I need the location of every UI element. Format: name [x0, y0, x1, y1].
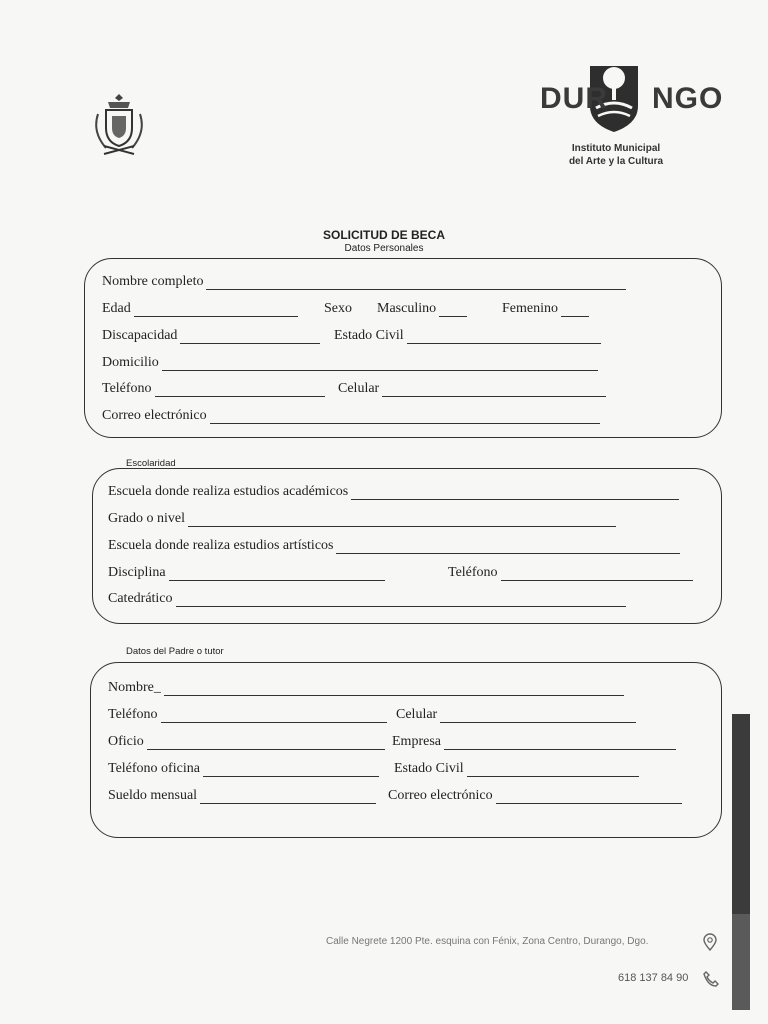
padre-telefono-line[interactable] — [161, 708, 387, 723]
estado-civil-line[interactable] — [407, 329, 601, 344]
field-padre-estado-civil[interactable]: Estado Civil — [394, 761, 639, 777]
femenino-line[interactable] — [561, 302, 589, 317]
field-disciplina[interactable]: Disciplina — [108, 565, 385, 581]
padre-sueldo-line[interactable] — [200, 789, 376, 804]
phone-icon — [702, 970, 720, 988]
field-correo[interactable]: Correo electrónico — [102, 408, 600, 424]
grado-line[interactable] — [188, 512, 616, 527]
masculino-line[interactable] — [439, 302, 467, 317]
padre-estado-civil-line[interactable] — [467, 762, 639, 777]
municipal-crest-icon — [90, 90, 148, 156]
catedratico-line[interactable] — [176, 592, 626, 607]
form-title: SOLICITUD DE BECA — [322, 228, 445, 242]
field-escuela-artistica[interactable]: Escuela donde realiza estudios artísticos — [108, 538, 680, 554]
nombre-completo-line[interactable] — [206, 275, 626, 290]
field-padre-celular[interactable]: Celular — [396, 707, 636, 723]
padre-celular-line[interactable] — [440, 708, 636, 723]
location-pin-icon — [702, 933, 718, 951]
padre-nombre-line[interactable] — [164, 681, 624, 696]
field-edad[interactable]: Edad — [102, 301, 298, 317]
field-discapacidad[interactable]: Discapacidad — [102, 328, 320, 344]
field-domicilio[interactable]: Domicilio — [102, 355, 598, 371]
field-estado-civil[interactable]: Estado Civil — [334, 328, 601, 344]
escuela-artistica-line[interactable] — [336, 539, 680, 554]
footer-address: Calle Negrete 1200 Pte. esquina con Fénix, Zona Centro, Durango, Dgo. — [326, 936, 649, 947]
discapacidad-line[interactable] — [180, 329, 320, 344]
padre-label: Datos del Padre o tutor — [126, 646, 224, 657]
field-padre-sueldo[interactable]: Sueldo mensual — [108, 788, 376, 804]
field-masculino[interactable]: Masculino — [377, 301, 467, 317]
escuela-academica-line[interactable] — [351, 485, 679, 500]
field-celular[interactable]: Celular — [338, 381, 606, 397]
field-escuela-telefono[interactable]: Teléfono — [448, 565, 693, 581]
field-grado[interactable]: Grado o nivel — [108, 511, 616, 527]
field-nombre-completo[interactable]: Nombre completo — [102, 274, 626, 290]
institute-name: Instituto Municipal del Arte y la Cultura — [568, 143, 664, 167]
field-padre-nombre[interactable]: Nombre_ — [108, 680, 624, 696]
field-padre-empresa[interactable]: Empresa — [392, 734, 676, 750]
disciplina-line[interactable] — [169, 566, 385, 581]
form-subtitle: Datos Personales — [344, 243, 424, 254]
escolaridad-label: Escolaridad — [126, 458, 176, 469]
edad-line[interactable] — [134, 302, 298, 317]
field-sexo: Sexo — [324, 301, 352, 316]
padre-correo-line[interactable] — [496, 789, 682, 804]
field-escuela-academica[interactable]: Escuela donde realiza estudios académicos — [108, 484, 679, 500]
scan-edge-shadow-lower — [732, 914, 750, 1010]
field-telefono[interactable]: Teléfono — [102, 381, 325, 397]
celular-line[interactable] — [382, 382, 606, 397]
durango-logo-text: DUR NGO — [540, 82, 724, 115]
telefono-line[interactable] — [155, 382, 325, 397]
correo-line[interactable] — [210, 409, 600, 424]
padre-oficio-line[interactable] — [147, 735, 385, 750]
field-padre-telefono-oficina[interactable]: Teléfono oficina — [108, 761, 379, 777]
escuela-telefono-line[interactable] — [501, 566, 693, 581]
footer-phone: 618 137 84 90 — [618, 972, 689, 984]
field-femenino[interactable]: Femenino — [502, 301, 589, 317]
field-padre-telefono[interactable]: Teléfono — [108, 707, 387, 723]
domicilio-line[interactable] — [162, 356, 598, 371]
field-padre-oficio[interactable]: Oficio — [108, 734, 385, 750]
padre-empresa-line[interactable] — [444, 735, 676, 750]
field-padre-correo[interactable]: Correo electrónico — [388, 788, 682, 804]
field-catedratico[interactable]: Catedrático — [108, 591, 626, 607]
padre-telefono-oficina-line[interactable] — [203, 762, 379, 777]
